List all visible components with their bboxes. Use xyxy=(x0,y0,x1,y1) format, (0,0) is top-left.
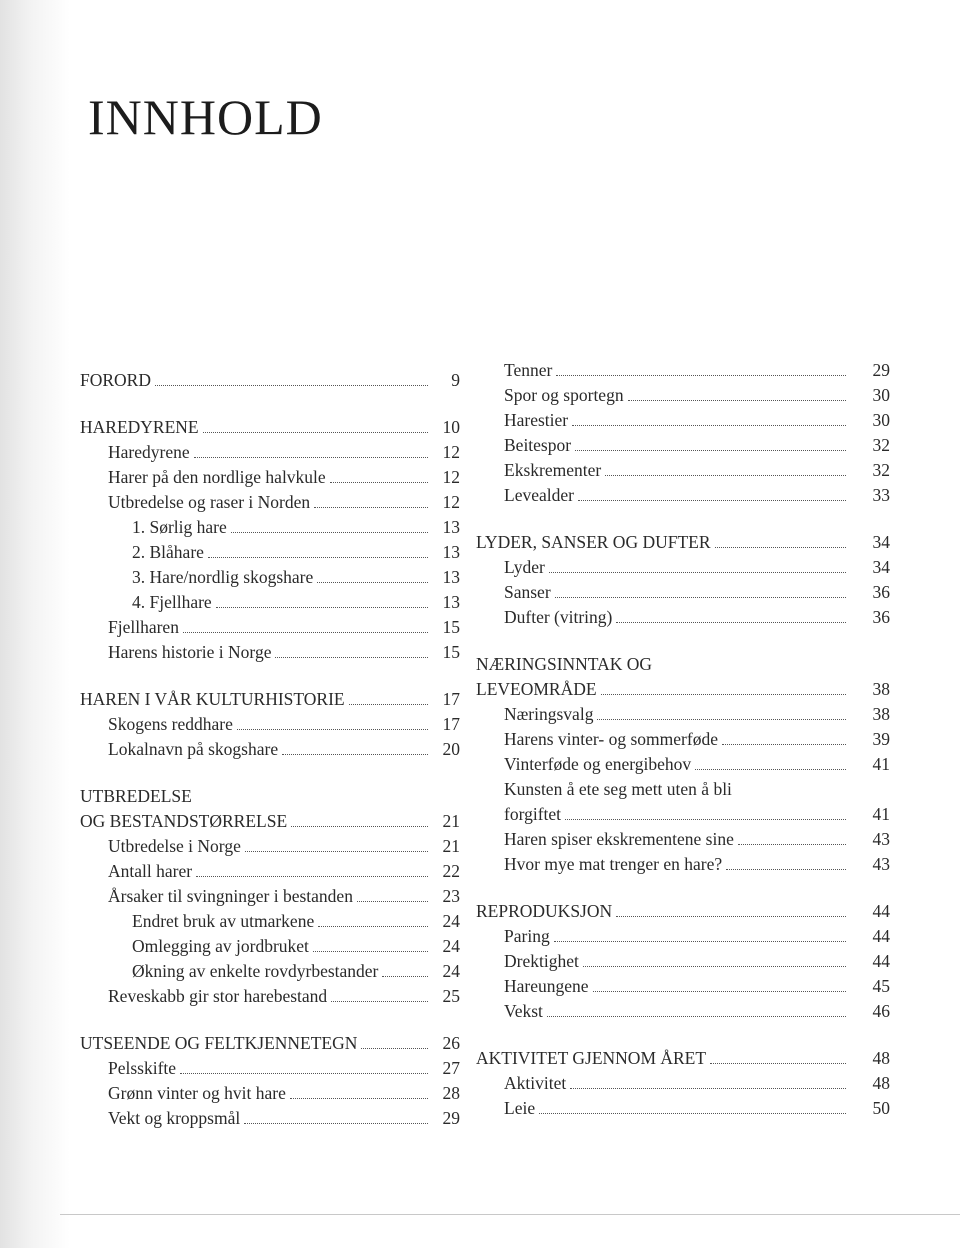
toc-entry-label: Sanser xyxy=(504,582,551,602)
toc-entry-label: Drektighet xyxy=(504,951,579,971)
dot-leader xyxy=(314,507,428,508)
toc-page-number: 25 xyxy=(442,986,460,1006)
toc-entry xyxy=(470,433,890,458)
dot-leader xyxy=(710,1063,846,1064)
toc-page-number: 27 xyxy=(442,1058,460,1078)
dot-leader xyxy=(555,597,846,598)
toc-entry-label: Pelsskifte xyxy=(108,1058,177,1078)
toc-entry xyxy=(60,540,460,565)
toc-entry-label: forgiftet xyxy=(504,804,562,824)
toc-entry-label: Årsaker til svingninger i bestanden xyxy=(108,886,353,906)
toc-entry-label: Harens historie i Norge xyxy=(108,642,272,662)
dot-leader xyxy=(290,1098,428,1099)
toc-entry xyxy=(470,458,890,483)
toc-entry-label: Hareungene xyxy=(504,976,589,996)
toc-entry xyxy=(470,802,890,827)
toc-page-number: 10 xyxy=(442,417,460,437)
toc-page-number: 26 xyxy=(442,1033,460,1053)
toc-chapter-entry xyxy=(60,687,460,712)
toc-entry-label: Vinterføde og energibehov xyxy=(504,754,692,774)
toc-entry-label: HAREN I VÅR KULTURHISTORIE xyxy=(80,689,345,709)
toc-page-number: 13 xyxy=(442,542,460,562)
toc-page-number: 30 xyxy=(872,385,890,405)
toc-entry-label: UTBREDELSE xyxy=(80,786,192,806)
dot-leader xyxy=(313,951,428,952)
dot-leader xyxy=(572,425,846,426)
toc-page-number: 41 xyxy=(872,804,890,824)
toc-entry xyxy=(470,580,890,605)
toc-page-number: 41 xyxy=(872,754,890,774)
toc-entry-label: Endret bruk av utmarkene xyxy=(132,911,315,931)
toc-entry-label: HAREDYRENE xyxy=(80,417,199,437)
toc-entry xyxy=(470,383,890,408)
toc-page-number: 30 xyxy=(872,410,890,430)
toc-entry xyxy=(470,974,890,999)
toc-entry-label: Tenner xyxy=(504,360,553,380)
toc-page-number: 22 xyxy=(442,861,460,881)
toc-entry xyxy=(60,615,460,640)
toc-page-number: 12 xyxy=(442,467,460,487)
toc-entry-label: Levealder xyxy=(504,485,574,505)
toc-entry xyxy=(60,1056,460,1081)
toc-entry-label: LEVEOMRÅDE xyxy=(476,679,597,699)
dot-leader xyxy=(616,622,846,623)
toc-entry xyxy=(60,440,460,465)
toc-page-number: 44 xyxy=(872,901,890,921)
toc-entry xyxy=(470,852,890,877)
dot-leader xyxy=(317,582,428,583)
dot-leader xyxy=(208,557,428,558)
toc-entry-label: 3. Hare/nordlig skogshare xyxy=(132,567,314,587)
toc-entry xyxy=(60,565,460,590)
dot-leader xyxy=(203,432,428,433)
dot-leader xyxy=(155,385,428,386)
toc-entry xyxy=(60,465,460,490)
toc-entry-label: Spor og sportegn xyxy=(504,385,624,405)
dot-leader xyxy=(597,719,846,720)
toc-entry-label: Aktivitet xyxy=(504,1073,567,1093)
toc-entry-label: Harer på den nordlige halvkule xyxy=(108,467,326,487)
toc-page-number: 46 xyxy=(872,1001,890,1021)
toc-entry-label: Lyder xyxy=(504,557,545,577)
dot-leader xyxy=(549,572,846,573)
toc-entry-label: Leie xyxy=(504,1098,536,1118)
dot-leader xyxy=(539,1113,846,1114)
toc-entry xyxy=(470,924,890,949)
toc-entry xyxy=(470,727,890,752)
toc-entry-label: Haredyrene xyxy=(108,442,190,462)
toc-chapter-entry xyxy=(60,784,460,809)
toc-entry xyxy=(60,490,460,515)
toc-page-number: 17 xyxy=(442,689,460,709)
toc-page-number: 38 xyxy=(872,704,890,724)
toc-page-number: 17 xyxy=(442,714,460,734)
toc-entry-label: Haren spiser ekskrementene sine xyxy=(504,829,734,849)
toc-entry-label: LYDER, SANSER OG DUFTER xyxy=(476,532,711,552)
dot-leader xyxy=(237,729,428,730)
toc-entry-label: Hvor mye mat trenger en hare? xyxy=(504,854,723,874)
toc-page-number: 13 xyxy=(442,592,460,612)
toc-entry-label: REPRODUKSJON xyxy=(476,901,613,921)
dot-leader xyxy=(231,532,428,533)
toc-page-number: 15 xyxy=(442,642,460,662)
dot-leader xyxy=(726,869,846,870)
dot-leader xyxy=(695,769,846,770)
dot-leader xyxy=(194,457,428,458)
toc-section xyxy=(470,652,890,877)
dot-leader xyxy=(291,826,428,827)
toc-page-number: 21 xyxy=(442,811,460,831)
toc-entry xyxy=(470,777,890,802)
toc-chapter-entry xyxy=(470,1046,890,1071)
toc-entry xyxy=(470,483,890,508)
toc-entry-label: Paring xyxy=(504,926,550,946)
toc-page-number: 50 xyxy=(872,1098,890,1118)
toc-page-number: 24 xyxy=(442,961,460,981)
toc-entry xyxy=(60,834,460,859)
toc-page-number: 12 xyxy=(442,492,460,512)
dot-leader xyxy=(583,966,846,967)
dot-leader xyxy=(196,876,428,877)
toc-entry xyxy=(60,909,460,934)
toc-section xyxy=(470,1046,890,1121)
toc-chapter-entry xyxy=(60,415,460,440)
toc-entry-label: FORORD xyxy=(80,370,151,390)
toc-page-number: 23 xyxy=(442,886,460,906)
toc-entry xyxy=(470,408,890,433)
dot-leader xyxy=(357,901,428,902)
toc-entry xyxy=(470,702,890,727)
toc-page-number: 48 xyxy=(872,1048,890,1068)
toc-page-number: 48 xyxy=(872,1073,890,1093)
toc-page-number: 12 xyxy=(442,442,460,462)
dot-leader xyxy=(330,482,428,483)
toc-entry xyxy=(470,1071,890,1096)
toc-page-number: 32 xyxy=(872,435,890,455)
toc-entry-label: Ekskrementer xyxy=(504,460,602,480)
toc-section xyxy=(60,368,460,393)
toc-page-number: 45 xyxy=(872,976,890,996)
dot-leader xyxy=(628,400,846,401)
dot-leader xyxy=(605,475,846,476)
toc-entry-label: AKTIVITET GJENNOM ÅRET xyxy=(476,1048,707,1068)
toc-section xyxy=(60,687,460,762)
dot-leader xyxy=(578,500,846,501)
toc-entry-label: 2. Blåhare xyxy=(132,542,204,562)
toc-section xyxy=(470,358,890,508)
toc-entry xyxy=(470,358,890,383)
toc-page-number: 34 xyxy=(872,532,890,552)
dot-leader xyxy=(738,844,846,845)
toc-page-number: 34 xyxy=(872,557,890,577)
dot-leader xyxy=(616,916,846,917)
toc-entry-label: Dufter (vitring) xyxy=(504,607,613,627)
page-bottom-rule xyxy=(60,1214,960,1215)
toc-entry-label: Omlegging av jordbruket xyxy=(132,936,309,956)
dot-leader xyxy=(180,1073,428,1074)
toc-section xyxy=(470,530,890,630)
toc-entry-label: OG BESTANDSTØRRELSE xyxy=(80,811,288,831)
dot-leader xyxy=(245,851,428,852)
toc-entry-label: Utbredelse og raser i Norden xyxy=(108,492,311,512)
toc-entry-label: 1. Sørlig hare xyxy=(132,517,227,537)
toc-entry-label: UTSEENDE OG FELTKJENNETEGN xyxy=(80,1033,358,1053)
toc-entry xyxy=(60,984,460,1009)
dot-leader xyxy=(318,926,428,927)
toc-entry-label: Antall harer xyxy=(108,861,193,881)
toc-entry xyxy=(60,859,460,884)
toc-page-number: 21 xyxy=(442,836,460,856)
dot-leader xyxy=(331,1001,428,1002)
toc-page-number: 33 xyxy=(872,485,890,505)
toc-entry-label: Kunsten å ete seg mett uten å bli xyxy=(504,779,732,799)
dot-leader xyxy=(556,375,846,376)
dot-leader xyxy=(216,607,428,608)
dot-leader xyxy=(601,694,846,695)
toc-page-number: 43 xyxy=(872,854,890,874)
toc-entry xyxy=(60,515,460,540)
toc-entry-label: Fjellharen xyxy=(108,617,179,637)
dot-leader xyxy=(275,657,428,658)
toc-page-number: 36 xyxy=(872,582,890,602)
toc-page-number: 44 xyxy=(872,926,890,946)
dot-leader xyxy=(715,547,846,548)
toc-page-number: 29 xyxy=(442,1108,460,1128)
toc-page-number: 13 xyxy=(442,517,460,537)
toc-section xyxy=(60,415,460,665)
toc-entry xyxy=(60,934,460,959)
toc-chapter-entry xyxy=(60,368,460,393)
toc-section xyxy=(60,1031,460,1131)
toc-page-number: 44 xyxy=(872,951,890,971)
toc-right-column xyxy=(470,358,890,1143)
toc-entry-label: Næringsvalg xyxy=(504,704,594,724)
dot-leader xyxy=(244,1123,428,1124)
dot-leader xyxy=(183,632,428,633)
toc-entry xyxy=(470,1096,890,1121)
toc-entry xyxy=(470,605,890,630)
toc-entry-label: Økning av enkelte rovdyrbestander xyxy=(132,961,379,981)
dot-leader xyxy=(575,450,846,451)
dot-leader xyxy=(570,1088,846,1089)
page-title: INNHOLD xyxy=(88,88,323,145)
toc-chapter-entry xyxy=(470,677,890,702)
toc-page-number: 28 xyxy=(442,1083,460,1103)
toc-page-number: 24 xyxy=(442,911,460,931)
toc-entry-label: Lokalnavn på skogshare xyxy=(108,739,279,759)
toc-page-number: 36 xyxy=(872,607,890,627)
toc-chapter-entry xyxy=(470,652,890,677)
toc-entry xyxy=(60,884,460,909)
toc-chapter-entry xyxy=(470,530,890,555)
toc-entry xyxy=(470,555,890,580)
toc-page-number: 38 xyxy=(872,679,890,699)
toc-page-number: 20 xyxy=(442,739,460,759)
toc-entry-label: Harens vinter- og sommerføde xyxy=(504,729,718,749)
toc-entry-label: Beitespor xyxy=(504,435,572,455)
toc-entry xyxy=(60,640,460,665)
toc-entry-label: Vekt og kroppsmål xyxy=(108,1108,241,1128)
toc-entry xyxy=(60,1081,460,1106)
toc-chapter-entry xyxy=(60,1031,460,1056)
toc-entry-label: Skogens reddhare xyxy=(108,714,233,734)
toc-page-number: 29 xyxy=(872,360,890,380)
toc-chapter-entry xyxy=(60,809,460,834)
toc-entry xyxy=(470,999,890,1024)
toc-entry-label: Utbredelse i Norge xyxy=(108,836,241,856)
toc-entry-label: NÆRINGSINNTAK OG xyxy=(476,654,653,674)
dot-leader xyxy=(382,976,428,977)
toc-entry xyxy=(60,959,460,984)
dot-leader xyxy=(282,754,428,755)
dot-leader xyxy=(361,1048,428,1049)
toc-entry-label: 4. Fjellhare xyxy=(132,592,212,612)
toc-section xyxy=(470,899,890,1024)
toc-section xyxy=(60,784,460,1009)
toc-entry-label: Harestier xyxy=(504,410,569,430)
toc-page-number: 43 xyxy=(872,829,890,849)
toc-page-number: 39 xyxy=(872,729,890,749)
dot-leader xyxy=(547,1016,846,1017)
toc-chapter-entry xyxy=(470,899,890,924)
toc-page-number: 15 xyxy=(442,617,460,637)
toc-page-number: 32 xyxy=(872,460,890,480)
toc-left-column xyxy=(60,368,460,1153)
toc-entry xyxy=(470,827,890,852)
toc-page-number: 24 xyxy=(442,936,460,956)
dot-leader xyxy=(349,704,428,705)
toc-entry-label: Vekst xyxy=(504,1001,543,1021)
toc-entry-label: Grønn vinter og hvit hare xyxy=(108,1083,286,1103)
dot-leader xyxy=(722,744,846,745)
dot-leader xyxy=(593,991,846,992)
toc-entry xyxy=(60,590,460,615)
toc-entry xyxy=(60,712,460,737)
toc-entry xyxy=(60,1106,460,1131)
toc-entry xyxy=(470,752,890,777)
toc-entry xyxy=(60,737,460,762)
dot-leader xyxy=(565,819,846,820)
toc-page-number: 9 xyxy=(451,370,460,390)
dot-leader xyxy=(554,941,846,942)
toc-entry xyxy=(470,949,890,974)
toc-entry-label: Reveskabb gir stor harebestand xyxy=(108,986,328,1006)
toc-page-number: 13 xyxy=(442,567,460,587)
